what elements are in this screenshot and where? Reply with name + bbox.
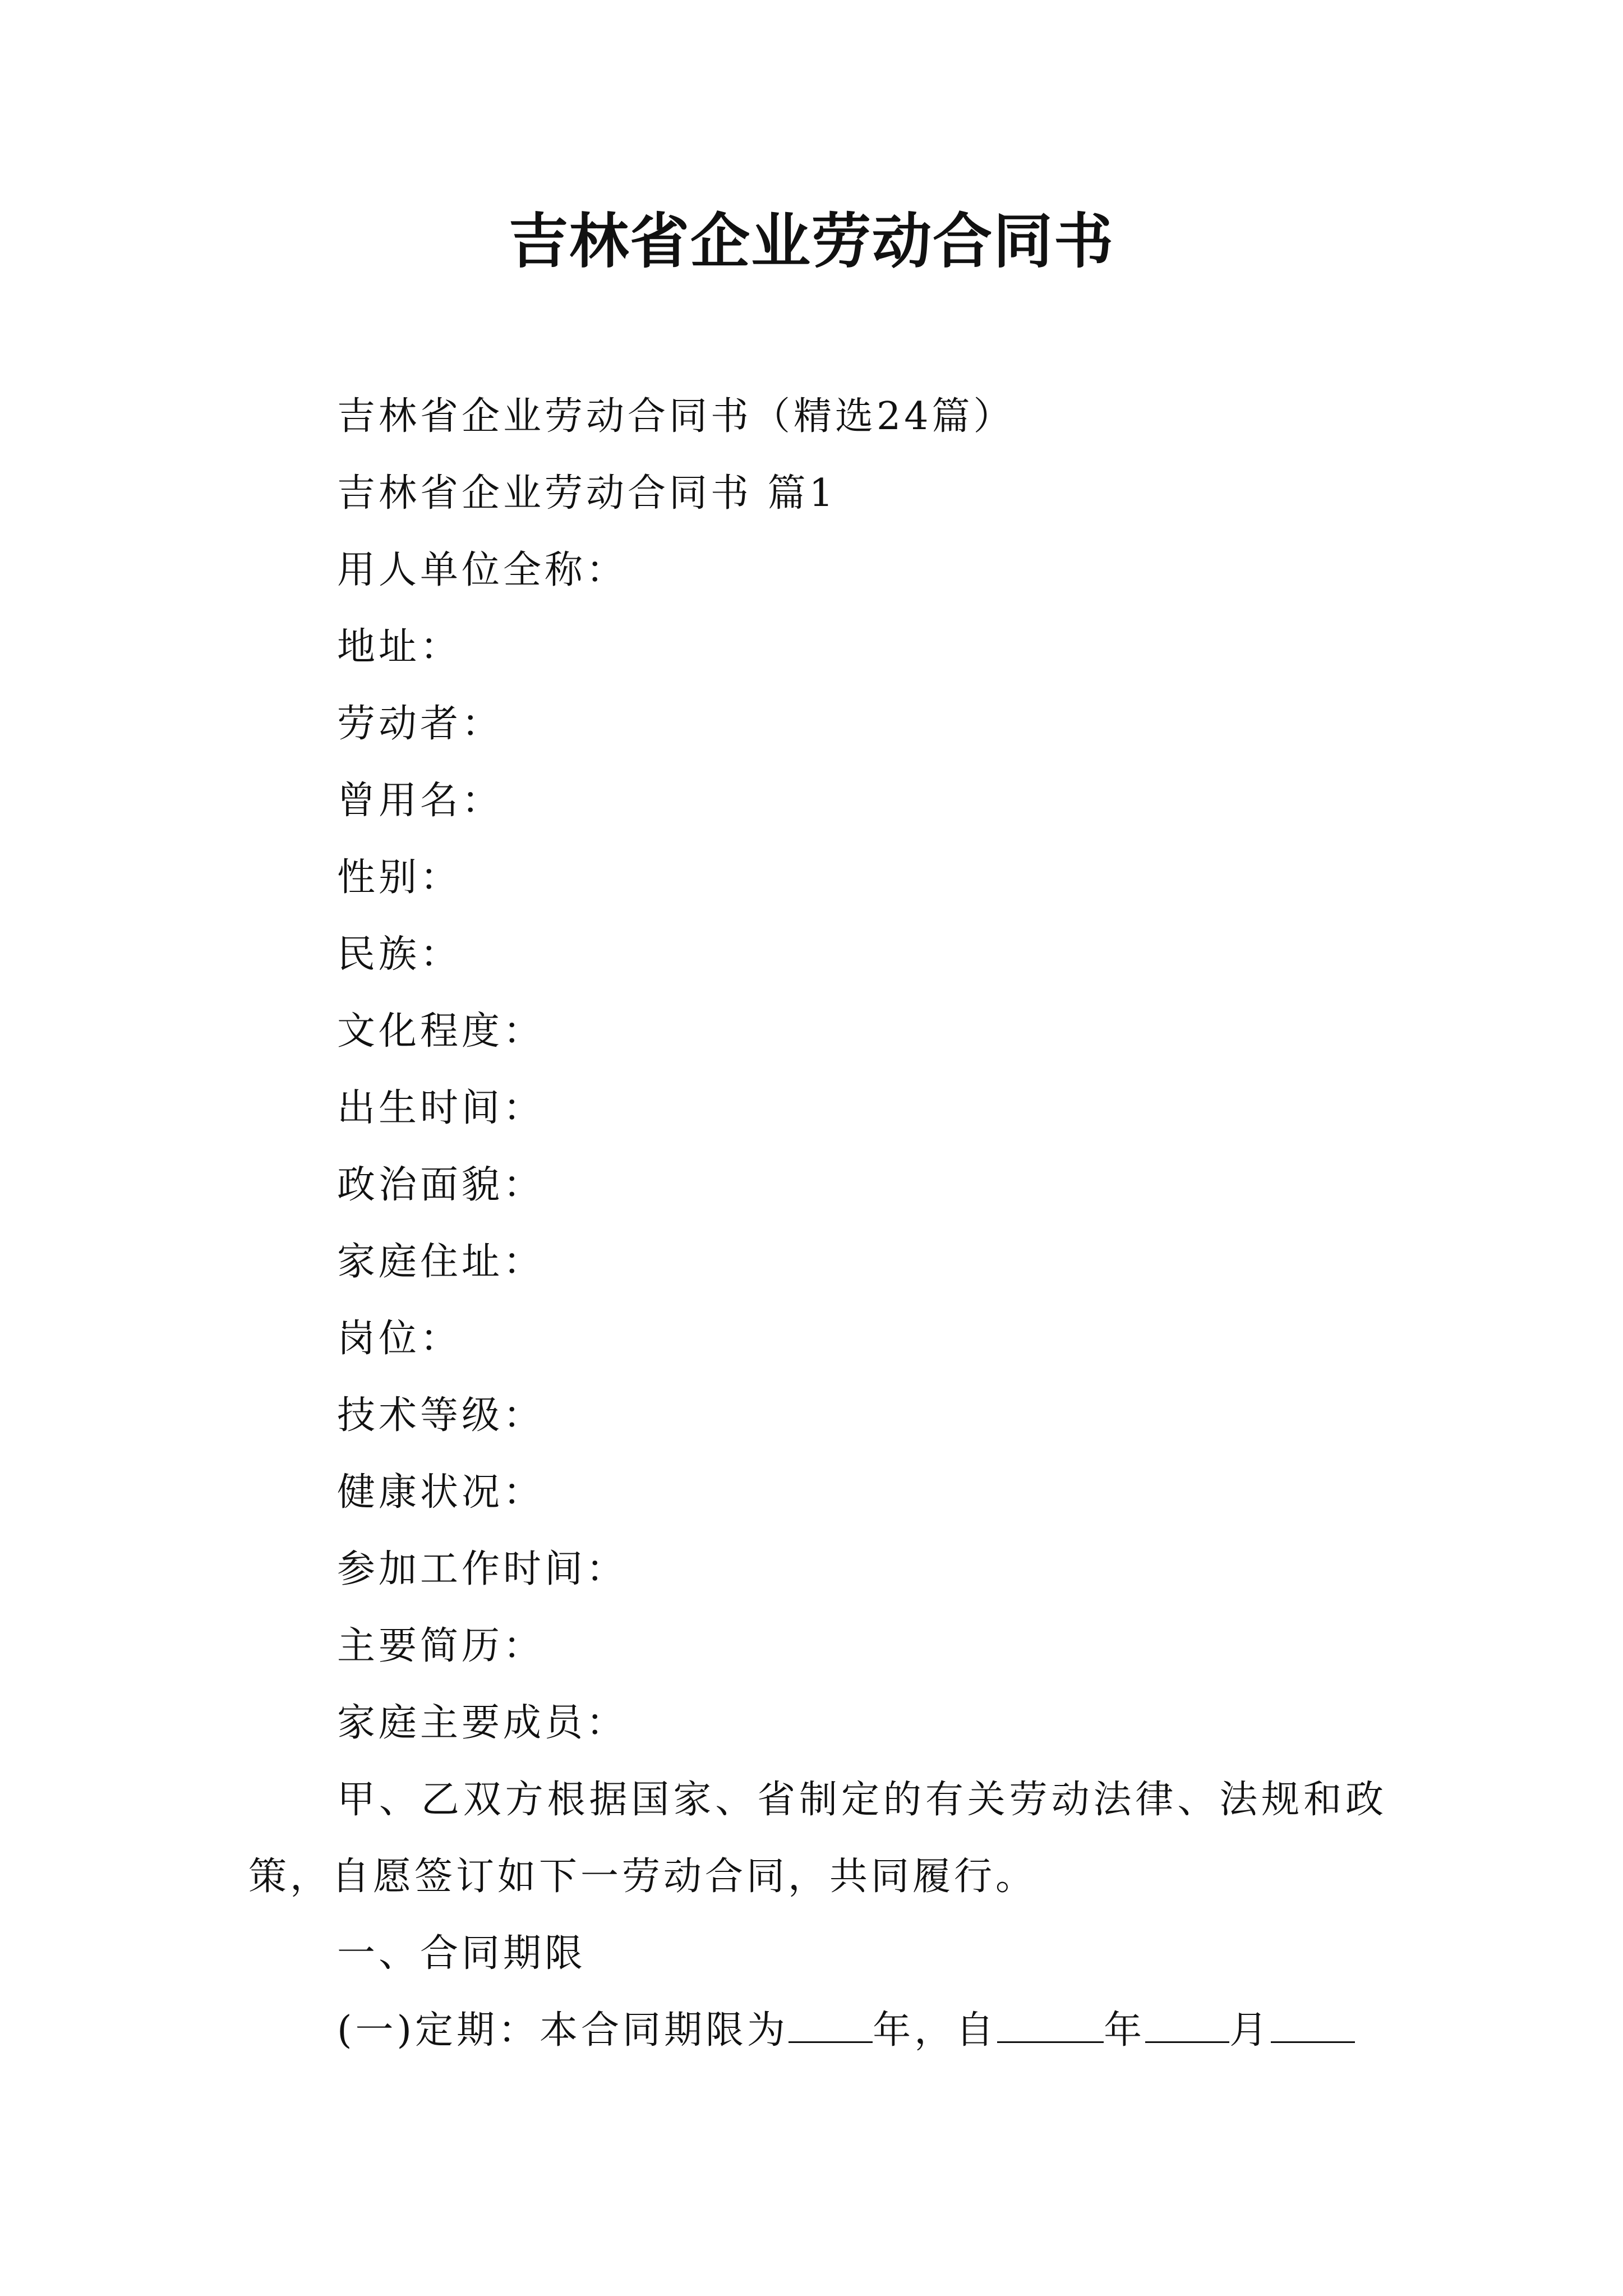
field-family-members: 家庭主要成员： [337,1701,628,1745]
term-month-suffix: 月 [1229,2008,1271,2053]
document-title: 吉林省企业劳动合同书 [509,206,1114,276]
field-birth-date: 出生时间： [337,1086,545,1130]
field-position: 岗位： [337,1317,462,1361]
field-worker: 劳动者： [337,702,504,746]
field-ethnicity: 民族： [337,932,462,977]
field-political-status: 政治面貌： [337,1163,545,1207]
start-day-blank [1271,2008,1355,2043]
contract-term-line [248,1992,1387,2069]
term-year-unit: 年，自 [873,2008,998,2053]
field-employer-name: 用人单位全称： [337,548,628,592]
field-gender: 性别： [337,855,462,900]
document-body [248,378,1387,2069]
field-address: 地址： [337,625,462,669]
term-prefix: (一)定期：本合同期限为 [337,2008,789,2053]
field-education: 文化程度： [337,1009,545,1053]
years-blank [789,2008,873,2043]
section-heading: 吉林省企业劳动合同书 篇1 [337,471,837,516]
field-health: 健康状况： [337,1470,545,1515]
field-resume: 主要简历： [337,1624,545,1668]
start-month-blank [1145,2008,1229,2043]
subtitle-line: 吉林省企业劳动合同书（精选24篇） [337,394,1015,439]
clause-heading: 一、合同期限 [337,1931,587,1976]
field-work-start-date: 参加工作时间： [337,1547,628,1591]
field-former-name: 曾用名： [337,779,504,823]
intro-paragraph: 甲、乙双方根据国家、省制定的有关劳动法律、法规和政策，自愿签订如下一劳动合同，共同履行。 [248,1778,1387,1899]
field-skill-level: 技术等级： [337,1393,545,1438]
field-home-address: 家庭住址： [337,1240,545,1284]
term-year-suffix: 年 [1104,2008,1146,2053]
start-year-blank [997,2008,1104,2043]
